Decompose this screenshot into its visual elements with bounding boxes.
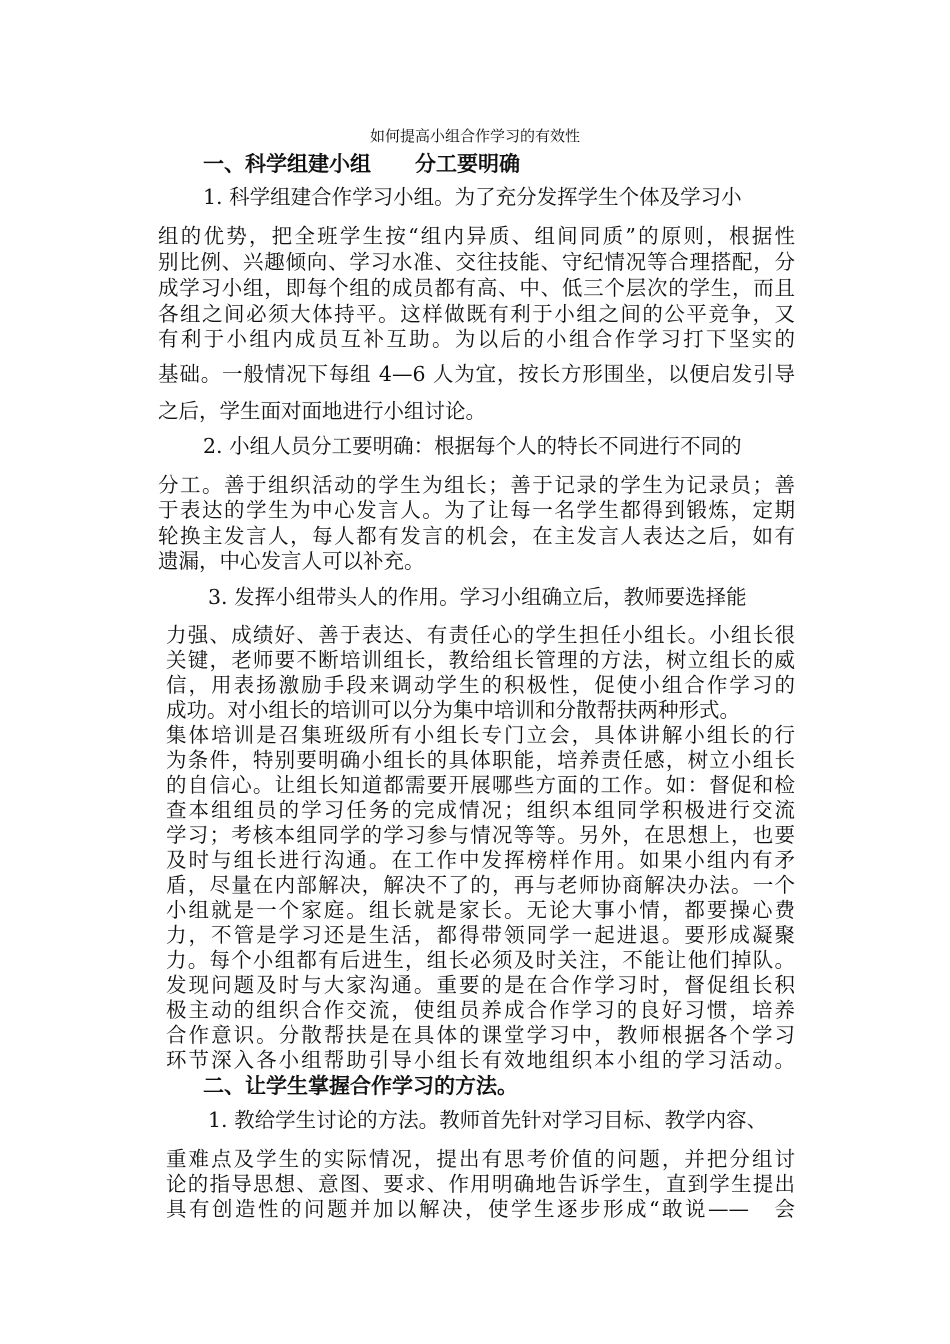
paragraph-line: 合作意识。分散帮扶是在具体的课堂学习中，教师根据各个学习 bbox=[166, 1023, 795, 1047]
paragraph-line: 查本组组员的学习任务的完成情况；组织本组同学积极进行交流 bbox=[166, 798, 795, 822]
paragraph-line: 极主动的组织合作交流，使组员养成合作学习的良好习惯，培养 bbox=[166, 998, 795, 1022]
paragraph-line: 分工。善于组织活动的学生为组长；善于记录的学生为记录员；善 bbox=[158, 473, 795, 497]
paragraph-line: 于表达的学生为中心发言人。为了让每一名学生都得到锻炼，定期 bbox=[158, 498, 795, 522]
paragraph-line: 2. 小组人员分工要明确：根据每个人的特长不同进行不同的 bbox=[203, 434, 742, 458]
section-1-heading-part2: 分工要明确 bbox=[415, 151, 520, 176]
paragraph-line: 具有创造性的问题并加以解决，使学生逐步形成“敢说—— 会 bbox=[166, 1197, 795, 1221]
paragraph-line: 信，用表扬激励手段来调动学生的积极性，促使小组合作学习的 bbox=[166, 673, 795, 697]
section-1-heading-part1: 一、科学组建小组 bbox=[203, 151, 371, 176]
paragraph-line: 3. 发挥小组带头人的作用。学习小组确立后，教师要选择能 bbox=[208, 585, 747, 609]
paragraph-line: 力。每个小组都有后进生，组长必须及时关注，不能让他们掉队。 bbox=[166, 948, 795, 972]
paragraph-line: 力，不管是学习还是生活，都得带领同学一起进退。要形成凝聚 bbox=[166, 923, 795, 947]
paragraph-line: 之后，学生面对面地进行小组讨论。 bbox=[158, 399, 486, 423]
paragraph-line: 遗漏，中心发言人可以补充。 bbox=[158, 549, 425, 573]
paragraph-line: 盾，尽量在内部解决，解决不了的，再与老师协商解决办法。一个 bbox=[166, 873, 795, 897]
paragraph-line: 轮换主发言人，每人都有发言的机会，在主发言人表达之后，如有 bbox=[158, 524, 795, 548]
paragraph-line: 重难点及学生的实际情况，提出有思考价值的问题，并把分组讨 bbox=[166, 1147, 795, 1171]
paragraph-line: 集体培训是召集班级所有小组长专门立会，具体讲解小组长的行 bbox=[166, 723, 795, 747]
paragraph-line: 成学习小组，即每个组的成员都有高、中、低三个层次的学生，而且 bbox=[158, 276, 795, 300]
paragraph-line: 成功。对小组长的培训可以分为集中培训和分散帮扶两种形式。 bbox=[166, 698, 740, 722]
paragraph-line: 别比例、兴趣倾向、学习水准、交往技能、守纪情况等合理搭配，分 bbox=[158, 250, 795, 274]
paragraph-line: 学习；考核本组同学的学习参与情况等等。另外，在思想上，也要 bbox=[166, 823, 795, 847]
paragraph-line: 基础。一般情况下每组 4—6 人为宜，按长方形围坐，以便启发引导 bbox=[158, 362, 795, 386]
paragraph-line: 关键，老师要不断培训组长，教给组长管理的方法，树立组长的威 bbox=[166, 648, 795, 672]
section-1-heading bbox=[203, 150, 520, 178]
paragraph-line: 小组就是一个家庭。组长就是家长。无论大事小情，都要操心费 bbox=[166, 898, 795, 922]
paragraph-line: 的自信心。让组长知道都需要开展哪些方面的工作。如：督促和检 bbox=[166, 773, 795, 797]
paragraph-line: 力强、成绩好、善于表达、有责任心的学生担任小组长。小组长很 bbox=[166, 623, 795, 647]
paragraph-line: 1. 科学组建合作学习小组。为了充分发挥学生个体及学习小 bbox=[203, 185, 742, 209]
document-title: 如何提高小组合作学习的有效性 bbox=[369, 127, 580, 145]
paragraph-line: 及时与组长进行沟通。在工作中发挥榜样作用。如果小组内有矛 bbox=[166, 848, 795, 872]
section-2-heading: 二、让学生掌握合作学习的方法。 bbox=[203, 1073, 518, 1098]
paragraph-line: 有利于小组内成员互补互助。为以后的小组合作学习打下坚实的 bbox=[158, 327, 795, 351]
paragraph-line: 各组之间必须大体持平。这样做既有利于小组之间的公平竞争，又 bbox=[158, 302, 795, 326]
paragraph-line: 1. 教给学生讨论的方法。教师首先针对学习目标、教学内容、 bbox=[208, 1108, 768, 1132]
paragraph-line: 论的指导思想、意图、要求、作用明确地告诉学生，直到学生提出 bbox=[166, 1172, 795, 1196]
paragraph-line: 发现问题及时与大家沟通。重要的是在合作学习时，督促组长积 bbox=[166, 973, 795, 997]
paragraph-line: 为条件，特别要明确小组长的具体职能，培养责任感，树立小组长 bbox=[166, 748, 795, 772]
paragraph-line: 组的优势，把全班学生按“组内异质、组间同质”的原则，根据性 bbox=[158, 224, 795, 248]
paragraph-line: 环节深入各小组帮助引导小组长有效地组织本小组的学习活动。 bbox=[166, 1048, 795, 1072]
